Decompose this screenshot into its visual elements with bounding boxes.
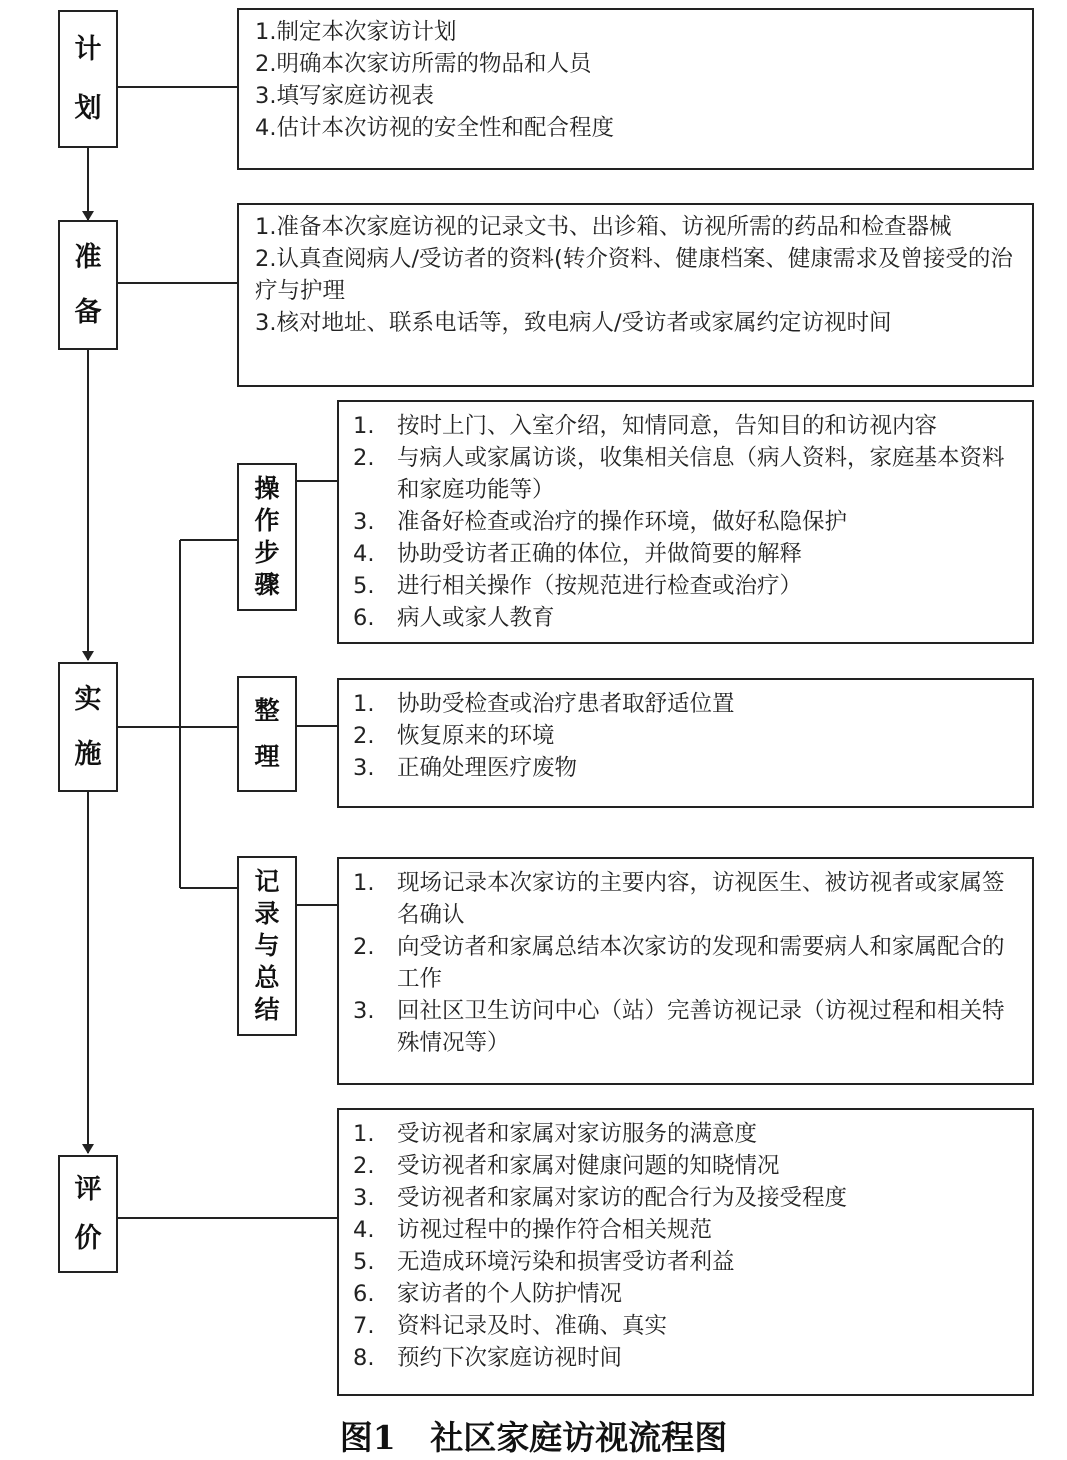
item-number: 3. xyxy=(353,509,375,535)
tidy-item xyxy=(353,720,1022,752)
item-text: 进行相关操作（按规范进行检查或治疗） xyxy=(397,573,803,599)
substep-operation xyxy=(237,463,297,611)
item-number: 4. xyxy=(353,1217,375,1243)
stage-implement-char: 施 xyxy=(74,739,102,770)
item-text: 访视过程中的操作符合相关规范 xyxy=(397,1217,713,1243)
tidy-item xyxy=(353,688,1022,720)
item-text: 协助受访者正确的体位，并做简要的解释 xyxy=(397,541,803,567)
substep-record-char: 录 xyxy=(254,899,280,928)
substep-record-char: 结 xyxy=(254,995,280,1024)
item-number: 1. xyxy=(353,691,375,717)
prepare-content-box xyxy=(237,203,1034,387)
stage-plan-char: 划 xyxy=(74,93,102,124)
stage-implement xyxy=(58,662,118,792)
evaluate-item xyxy=(353,1342,1022,1374)
operation-item xyxy=(353,570,1022,602)
operation-item xyxy=(353,506,1022,538)
item-text: 恢复原来的环境 xyxy=(397,723,555,749)
item-number: 2. xyxy=(353,934,375,960)
item-number: 3. xyxy=(353,755,375,781)
stage-prepare-char: 备 xyxy=(74,297,102,328)
stage-plan-char: 计 xyxy=(74,34,102,65)
item-number: 2. xyxy=(353,723,375,749)
stage-plan xyxy=(58,10,118,148)
item-number: 2. xyxy=(353,1153,375,1179)
item-number: 3. xyxy=(353,998,375,1024)
record-item xyxy=(353,931,1022,995)
substep-tidy-char: 理 xyxy=(254,742,280,771)
tidy-item xyxy=(353,752,1022,784)
plan-item: 4.估计本次访视的安全性和配合程度 xyxy=(255,115,614,141)
item-text: 受访视者和家属对家访服务的满意度 xyxy=(397,1121,758,1147)
item-text: 预约下次家庭访视时间 xyxy=(397,1345,623,1371)
operation-item xyxy=(353,410,1022,442)
item-number: 1. xyxy=(353,870,375,896)
plan-item: 1.制定本次家访计划 xyxy=(255,19,457,45)
stage-evaluate xyxy=(58,1155,118,1273)
item-text: 无造成环境污染和损害受访者利益 xyxy=(397,1249,735,1275)
substep-tidy-char: 整 xyxy=(254,696,280,725)
tidy-content-box xyxy=(337,678,1034,808)
item-text: 正确处理医疗废物 xyxy=(397,755,578,781)
substep-tidy xyxy=(237,676,297,792)
item-number: 8. xyxy=(353,1345,375,1371)
stage-prepare xyxy=(58,220,118,350)
substep-operation-char: 作 xyxy=(254,506,280,535)
evaluate-item xyxy=(353,1118,1022,1150)
operation-item xyxy=(353,442,1022,506)
prepare-item: 2.认真查阅病人/受访者的资料(转介资料、健康档案、健康需求及曾接受的治疗与护理 xyxy=(255,246,1013,304)
item-text: 回社区卫生访问中心（站）完善访视记录（访视过程和相关特殊情况等） xyxy=(397,998,1005,1056)
item-text: 病人或家人教育 xyxy=(397,605,555,631)
stage-implement-char: 实 xyxy=(74,684,102,715)
prepare-item: 1.准备本次家庭访视的记录文书、出诊箱、访视所需的药品和检查器械 xyxy=(255,214,952,240)
item-number: 4. xyxy=(353,541,375,567)
stage-evaluate-char: 价 xyxy=(74,1223,102,1254)
item-number: 5. xyxy=(353,1249,375,1275)
stage-prepare-char: 准 xyxy=(74,242,102,273)
substep-operation-char: 操 xyxy=(254,474,280,503)
substep-operation-char: 步 xyxy=(254,538,280,567)
plan-item: 2.明确本次家访所需的物品和人员 xyxy=(255,51,592,77)
item-text: 资料记录及时、准确、真实 xyxy=(397,1313,668,1339)
item-text: 协助受检查或治疗患者取舒适位置 xyxy=(397,691,735,717)
item-number: 1. xyxy=(353,413,375,439)
plan-item: 3.填写家庭访视表 xyxy=(255,83,434,109)
plan-content-box xyxy=(237,8,1034,170)
item-text: 准备好检查或治疗的操作环境，做好私隐保护 xyxy=(397,509,848,535)
item-number: 7. xyxy=(353,1313,375,1339)
item-text: 受访视者和家属对家访的配合行为及接受程度 xyxy=(397,1185,848,1211)
evaluate-item xyxy=(353,1182,1022,1214)
figure-caption: 图1 社区家庭访视流程图 xyxy=(339,1418,728,1457)
record-content-box xyxy=(337,857,1034,1085)
item-number: 3. xyxy=(353,1185,375,1211)
item-number: 6. xyxy=(353,1281,375,1307)
item-number: 6. xyxy=(353,605,375,631)
item-text: 受访视者和家属对健康问题的知晓情况 xyxy=(397,1153,780,1179)
item-text: 家访者的个人防护情况 xyxy=(397,1281,623,1307)
substep-record-char: 与 xyxy=(254,931,280,960)
item-number: 1. xyxy=(353,1121,375,1147)
evaluate-item xyxy=(353,1150,1022,1182)
substep-record-char: 总 xyxy=(254,963,280,992)
record-item xyxy=(353,995,1022,1059)
substep-record-char: 记 xyxy=(254,867,280,896)
substep-record xyxy=(237,856,297,1036)
evaluate-content-box xyxy=(337,1108,1034,1396)
operation-content-box xyxy=(337,400,1034,644)
item-text: 向受访者和家属总结本次家访的发现和需要病人和家属配合的工作 xyxy=(397,934,1005,992)
operation-item xyxy=(353,538,1022,570)
item-number: 2. xyxy=(353,445,375,471)
operation-item xyxy=(353,602,1022,634)
stage-evaluate-char: 评 xyxy=(74,1174,102,1205)
item-number: 5. xyxy=(353,573,375,599)
substep-operation-char: 骤 xyxy=(254,570,280,599)
evaluate-item xyxy=(353,1278,1022,1310)
evaluate-item xyxy=(353,1246,1022,1278)
evaluate-item xyxy=(353,1214,1022,1246)
prepare-item: 3.核对地址、联系电话等，致电病人/受访者或家属约定访视时间 xyxy=(255,310,892,336)
item-text: 现场记录本次家访的主要内容，访视医生、被访视者或家属签名确认 xyxy=(397,870,1005,928)
evaluate-item xyxy=(353,1310,1022,1342)
record-item xyxy=(353,867,1022,931)
item-text: 按时上门、入室介绍，知情同意，告知目的和访视内容 xyxy=(397,413,938,439)
item-text: 与病人或家属访谈，收集相关信息（病人资料，家庭基本资料和家庭功能等） xyxy=(397,445,1005,503)
